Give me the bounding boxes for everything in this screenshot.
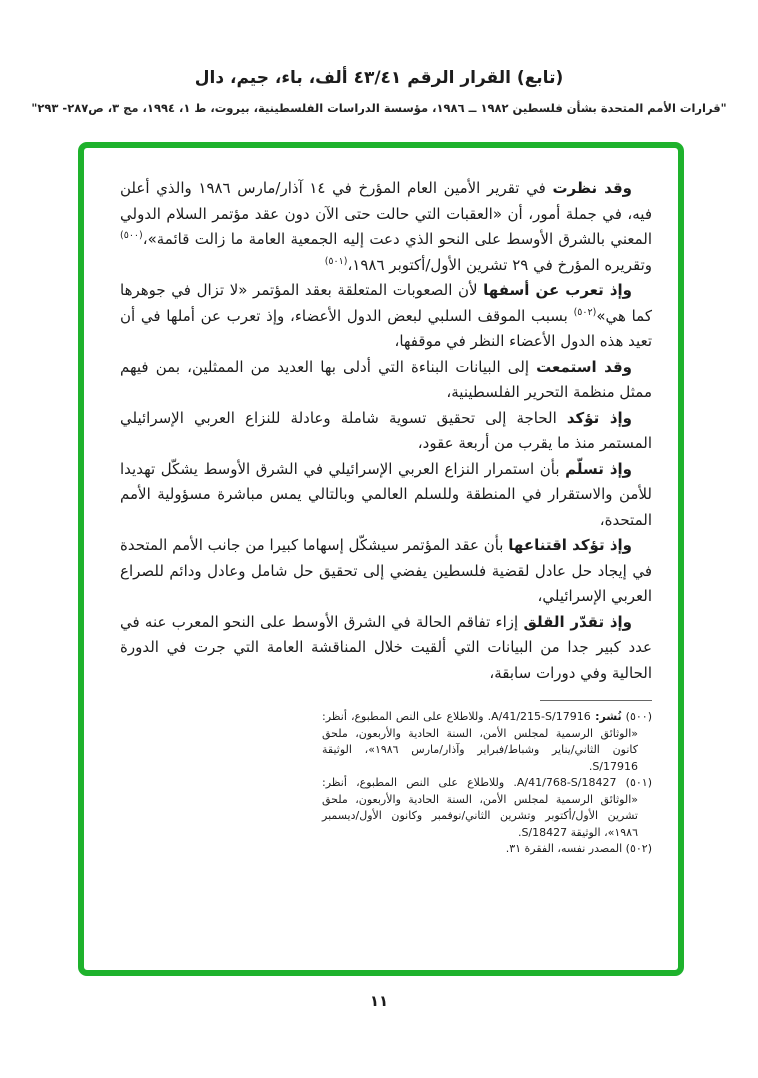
footnotes-block bbox=[322, 709, 652, 858]
footnote-reference: (٥٠٢) bbox=[573, 306, 597, 318]
paragraph-lead: وقد نظرت bbox=[552, 179, 632, 197]
paragraph-lead: وإذ تؤكد bbox=[566, 408, 632, 427]
footnote-reference: (٥٠١) bbox=[324, 255, 348, 267]
footnote-item bbox=[322, 775, 652, 841]
paragraph-text: إزاء تفاقم الحالة في الشرق الأوسط على النحو المعرب عنه في عدد كبير جدا من البيانات التي ألقيت خلال المناقشة العامة التي جرت في الدورة الحالية وفي دورات سابقة، bbox=[120, 612, 652, 682]
paragraph-lead: وإذ تسلّم bbox=[565, 459, 632, 478]
footnote-lead: نُشر: bbox=[590, 710, 622, 723]
page-number: ١١ bbox=[369, 992, 389, 1010]
footnote-text: A/41/215-S/17916. وللاطلاع على النص المطبوع، أنظر: «الوثائق الرسمية لمجلس الأمن، السنة الحادية والأربعون، ملحق كانون الثاني/يناير وشباط/فبراير وآذار/مارس ١٩٨٦»، الوثيقة S/17916. bbox=[322, 710, 638, 773]
paragraph-text: بأن استمرار النزاع العربي الإسرائيلي في الشرق الأوسط يشكّل تهديدا للأمن والاستقرار في المنطقة وللسلم العالمي وبالتالي يمس مباشرة مسؤولية الأمم المتحدة، bbox=[120, 459, 652, 529]
header-resolution-title: (تابع) القرار الرقم ٤٣/٤١ ألف، باء، جيم، دال bbox=[194, 68, 564, 88]
paragraph-lead: وإذ تقدّر القلق bbox=[523, 612, 632, 631]
paragraph bbox=[120, 610, 652, 687]
resolution-body-text bbox=[120, 176, 652, 686]
paragraph-text: بأن عقد المؤتمر سيشكّل إسهاما كبيرا من جانب الأمم المتحدة في إيجاد حل عادل لقضية فلسطين يفضي إلى تحقيق حل شامل وعادل ودائم للصراع العربي الإسرائيلي، bbox=[120, 536, 652, 605]
paragraph-lead: وقد استمعت bbox=[536, 357, 632, 376]
paragraph bbox=[120, 533, 652, 610]
paragraph-text: في تقرير الأمين العام المؤرخ في ١٤ آذار/مارس ١٩٨٦ والذي أعلن فيه، في جملة أمور، أن «العقبات التي حالت حتى الآن دون عقد مؤتمر السلام الدولي المعني بالشرق الأوسط على النحو الذي دعت إليه الجمعية العامة ما زالت قائمة»، bbox=[120, 179, 652, 248]
footnote-marker: (٥٠٠) bbox=[621, 710, 652, 723]
paragraph-lead: وإذ تؤكد اقتناعها bbox=[508, 536, 632, 554]
footnote-text: المصدر نفسه، الفقرة ٣١. bbox=[505, 842, 623, 855]
paragraph bbox=[120, 278, 652, 355]
paragraph bbox=[120, 355, 652, 406]
paragraph-text: لأن الصعوبات المتعلقة بعقد المؤتمر «لا تزال في جوهرها كما هي» bbox=[120, 281, 652, 325]
footnote-marker: (٥٠١) bbox=[616, 776, 652, 789]
footnote-marker: (٥٠٢) bbox=[622, 842, 652, 855]
paragraph-text: إلى البيانات البناءة التي أدلى بها العديد من الممثلين، بمن فيهم ممثل منظمة التحرير الفلسطينية، bbox=[120, 357, 652, 401]
footnote-text: A/41/768-S/18427. وللاطلاع على النص المطبوع، أنظر: «الوثائق الرسمية لمجلس الأمن، السنة الحادية والأربعون، ملحق تشرين الأول/أكتوبر وتشرين الثاني/نوفمبر وكانون الأول/ديسمبر ١٩٨٦»، الوثيقة S/18427. bbox=[322, 776, 638, 839]
green-border-frame bbox=[78, 142, 684, 976]
footnote-reference: (٥٠٠) bbox=[120, 230, 143, 241]
paragraph-lead: وإذ تعرب عن أسفها bbox=[483, 281, 632, 299]
header-source-citation: "قرارات الأمم المتحدة بشأن فلسطين ١٩٨٢ ــ ١٩٨٦، مؤسسة الدراسات الفلسطينية، بيروت، ط ١، ١٩٩٤، مج ٣، ص٢٨٧- ٢٩٣" bbox=[31, 101, 727, 115]
paragraph bbox=[120, 176, 652, 278]
paragraph-text: بسبب الموقف السلبي لبعض الدول الأعضاء، وإذ تعرب عن أملها في أن تعيد هذه الدول الأعضاء النظر في موقفها، bbox=[120, 306, 652, 350]
paragraph bbox=[120, 457, 652, 534]
footnote-item bbox=[322, 709, 652, 775]
paragraph bbox=[120, 406, 652, 457]
paragraph-text: وتقريره المؤرخ في ٢٩ تشرين الأول/أكتوبر ١٩٨٦، bbox=[347, 255, 652, 274]
paragraph-text: الحاجة إلى تحقيق تسوية شاملة وعادلة للنزاع العربي الإسرائيلي المستمر منذ ما يقرب من أربعة عقود، bbox=[120, 408, 652, 452]
footnote-separator-line bbox=[540, 700, 652, 701]
footnote-item bbox=[322, 841, 652, 858]
